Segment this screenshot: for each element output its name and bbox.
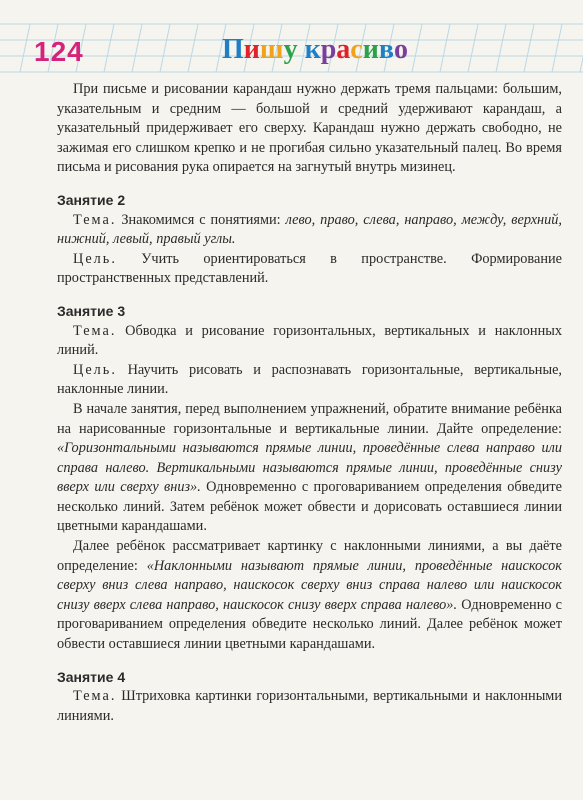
- title-letter: о: [393, 34, 408, 65]
- goal-text: Научить рисовать и распознавать горизонтальные, вертикальные, наклонные линии.: [57, 361, 562, 398]
- lesson-3-section: [57, 302, 562, 655]
- goal-text: Учить ориентироваться в пространстве. Формирование пространственных представлений.: [57, 250, 562, 287]
- lesson-theme: [57, 322, 562, 361]
- definition-text: «Наклонными называют прямые линии, проведённые наискосок сверху вниз слева направо, наискосок сверху вниз справа налево или наискосок снизу вверх слева направо, наискосок снизу вверх справа налево».: [57, 557, 562, 613]
- title-letter: к: [304, 34, 321, 65]
- theme-text: Штриховка картинки горизонтальными, вертикальными и наклонными линиями.: [57, 688, 562, 724]
- title-letter: и: [362, 34, 379, 65]
- title-letter: и: [243, 34, 260, 65]
- lesson-title: Занятие 3: [57, 302, 126, 319]
- lesson-theme: [57, 687, 562, 726]
- grid-slant-line: [104, 24, 114, 72]
- paragraph-text: В начале занятия, перед выполнением упражнений, обратите внимание ребёнка на нарисованные горизонтальные и вертикальные линии. Дайте определение:: [57, 400, 562, 437]
- goal-label: Цель.: [73, 361, 117, 378]
- paragraph-text: Одновременно с проговариванием определения обведите несколько линий. Затем ребёнок может обвести и дорисовать оставшиеся линии цветными карандашами.: [57, 479, 563, 535]
- lesson-goal: [57, 250, 562, 289]
- instruction-paragraph: [57, 400, 562, 537]
- grid-slant-line: [20, 24, 30, 72]
- grid-slant-line: [188, 24, 198, 72]
- book-title: [222, 34, 408, 66]
- title-letter: [298, 34, 305, 66]
- lesson-goal: [57, 361, 562, 400]
- paragraph-text: Далее ребёнок рассматривает картинку с наклонными линиями, а вы даёте определение:: [57, 538, 562, 574]
- grid-slant-line: [524, 24, 534, 72]
- page-header: [0, 22, 583, 74]
- title-letter: с: [350, 34, 363, 65]
- theme-label: Тема.: [73, 322, 117, 339]
- grid-slant-line: [132, 24, 142, 72]
- grid-slant-line: [552, 24, 562, 72]
- lesson-2-section: [57, 191, 562, 289]
- title-letter: в: [378, 34, 394, 65]
- page-number: 124: [34, 36, 84, 67]
- definition-text: «Горизонтальными называются прямые линии, проведённые слева направо или справа налево. Вертикальными называются прямые линии, проведённые снизу вверх или сверху вниз».: [57, 440, 562, 496]
- title-letter: а: [336, 34, 351, 65]
- lesson-4-section: [57, 668, 562, 727]
- intro-paragraph: При письме и рисовании карандаш нужно держать тремя пальцами: большим, указательным и средним — большой и средний удерживают карандаш, а указательный придерживает его сверху. Карандаш нужно держать свободно, не зажимая его слишком крепко и не прогибая сильно указательный палец. Во время письма и рисования рука опирается на загнутый внутрь мизинец.: [57, 81, 562, 176]
- lesson-title: Занятие 2: [57, 191, 126, 208]
- theme-terms: лево, право, слева, направо, между, верхний, нижний, левый, правый углы.: [57, 211, 562, 248]
- grid-slant-line: [468, 24, 478, 72]
- title-letter: ш: [259, 34, 284, 65]
- instruction-paragraph: [57, 537, 562, 655]
- theme-label: Тема.: [73, 211, 117, 228]
- grid-slant-line: [160, 24, 170, 72]
- lesson-title: Занятие 4: [57, 668, 126, 685]
- title-letter: р: [320, 34, 337, 65]
- paragraph-text: Одновременно с проговариванием определения обведите несколько линий. Далее ребёнок может обвести оставшиеся линии цветными карандашами.: [57, 596, 563, 653]
- grid-slant-line: [440, 24, 450, 72]
- grid-slant-line: [496, 24, 506, 72]
- lesson-theme: [57, 211, 562, 250]
- theme-label: Тема.: [73, 688, 117, 705]
- page-body: [57, 80, 562, 726]
- goal-label: Цель.: [73, 250, 117, 267]
- theme-text: Знакомимся с понятиями:: [121, 211, 281, 228]
- grid-slant-line: [412, 24, 422, 72]
- title-letter: П: [222, 34, 244, 65]
- theme-text: Обводка и рисование горизонтальных, вертикальных и наклонных линий.: [57, 322, 562, 359]
- title-letter: у: [283, 34, 298, 65]
